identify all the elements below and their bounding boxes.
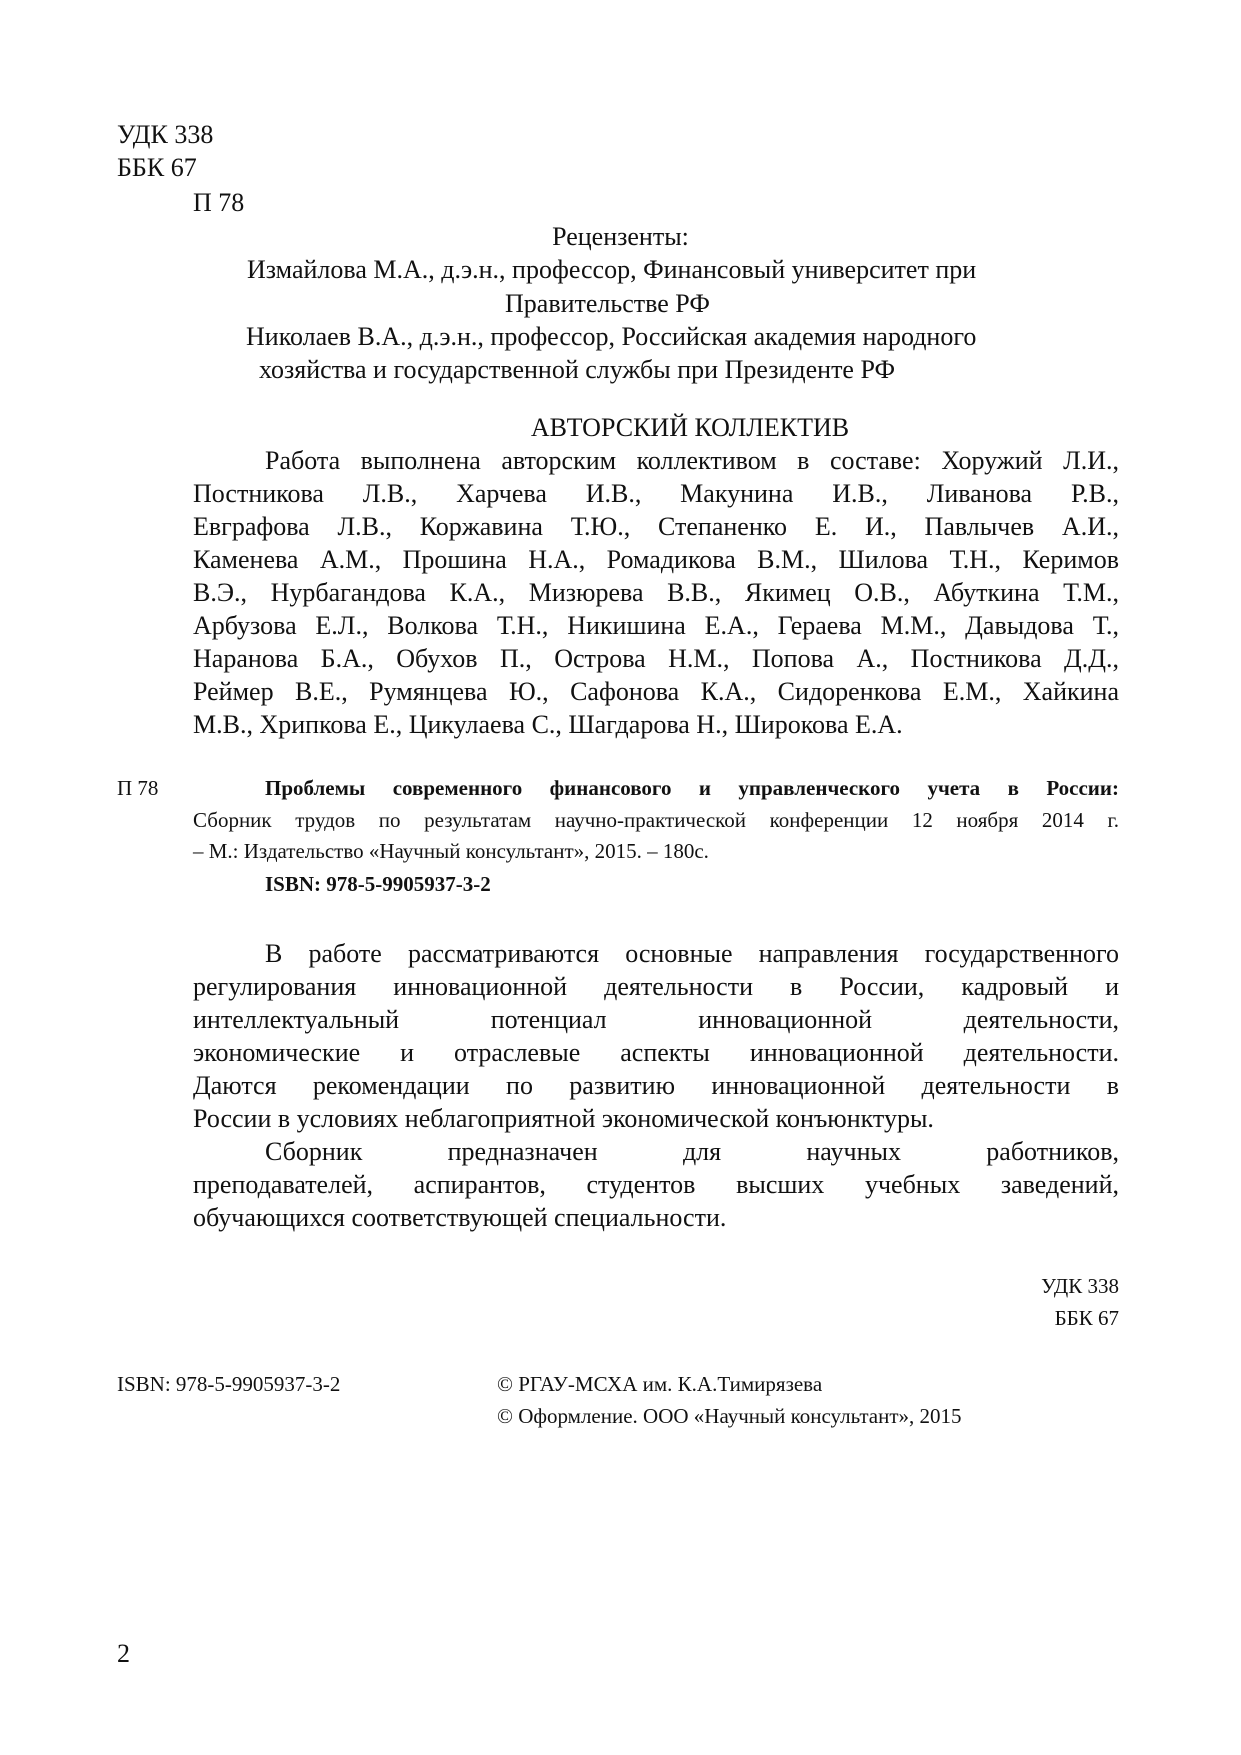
udk-code: УДК 338 (117, 120, 214, 149)
authors-line: Реймер В.Е., Румянцева Ю., Сафонова К.А., Сидоренкова Е.М., Хайкина (193, 677, 1119, 706)
authors-line: В.Э., Нурбагандова К.А., Мизюрева В.В., Якимец О.В., Абуткина Т.М., (193, 578, 1119, 607)
copyright-rgau: © РГАУ-МСХА им. К.А.Тимирязева (497, 1372, 823, 1396)
abstract-line: преподавателей, аспирантов, студентов высших учебных заведений, (193, 1170, 1119, 1199)
reviewer-2-line-2: хозяйства и государственной службы при Президенте РФ (259, 355, 896, 384)
abstract-line: России в условиях неблагоприятной экономической конъюнктуры. (193, 1104, 934, 1133)
abstract-line: экономические и отраслевые аспекты инновационной деятельности. (193, 1038, 1119, 1067)
reviewer-2-line-1: Николаев В.А., д.э.н., профессор, Российская академия народного (246, 322, 977, 351)
footer-bbk: ББК 67 (1054, 1306, 1119, 1330)
abstract (193, 937, 1119, 1234)
abstract-line: интеллектуальный потенциал инновационной деятельности, (193, 1005, 1119, 1034)
abstract-line: Даются рекомендации по развитию инновационной деятельности в (193, 1071, 1119, 1100)
authors-line: Работа выполнена авторским коллективом в составе: Хоружий Л.И., (265, 446, 1119, 475)
bib-isbn: ISBN: 978-5-9905937-3-2 (265, 872, 491, 896)
abstract-line: Сборник предназначен для научных работников, (265, 1137, 1119, 1166)
authors-line: Каменева А.М., Прошина Н.А., Ромадикова В.М., Шилова Т.Н., Керимов (193, 545, 1119, 574)
authors-line: Евграфова Л.В., Коржавина Т.Ю., Степаненко Е. И., Павлычев А.И., (193, 512, 1119, 541)
reviewer-1-line-1: Измайлова М.А., д.э.н., профессор, Финансовый университет при (247, 255, 977, 284)
abstract-line: регулирования инновационной деятельности в России, кадровый и (193, 972, 1119, 1001)
authors-line: Постникова Л.В., Харчева И.В., Макунина И.В., Ливанова Р.В., (193, 479, 1119, 508)
bbk-code: ББК 67 (117, 153, 197, 182)
bib-publisher: – М.: Издательство «Научный консультант», 2015. – 180с. (193, 839, 709, 863)
copyright-design: © Оформление. ООО «Научный консультант», 2015 (497, 1404, 962, 1428)
abstract-line: В работе рассматриваются основные направления государственного (265, 939, 1119, 968)
authors-line: Наранова Б.А., Обухов П., Острова Н.М., Попова А., Постникова Д.Д., (193, 644, 1119, 673)
authors-title: АВТОРСКИЙ КОЛЛЕКТИВ (530, 413, 850, 442)
bib-title: Проблемы современного финансового и управленческого учета в России: (265, 776, 1119, 800)
authors-line: Арбузова Е.Л., Волкова Т.Н., Никишина Е.А., Гераева М.М., Давыдова Т., (193, 611, 1119, 640)
bib-description: Сборник трудов по результатам научно-практической конференции 12 ноября 2014 г. (193, 808, 1119, 832)
reviewers-title: Рецензенты: (552, 222, 689, 251)
abstract-line: обучающихся соответствующей специальности. (193, 1203, 727, 1232)
authors-line: М.В., Хрипкова Е., Цикулаева С., Шагдарова Н., Широкова Е.А. (193, 710, 903, 739)
footer-udk: УДК 338 (1041, 1274, 1119, 1298)
authors-list (193, 444, 1119, 741)
bib-code: П 78 (117, 776, 159, 800)
page-number: 2 (117, 1639, 130, 1668)
footer-isbn: ISBN: 978-5-9905937-3-2 (117, 1372, 341, 1396)
author-mark: П 78 (193, 188, 245, 217)
reviewer-1-line-2: Правительстве РФ (505, 289, 710, 318)
